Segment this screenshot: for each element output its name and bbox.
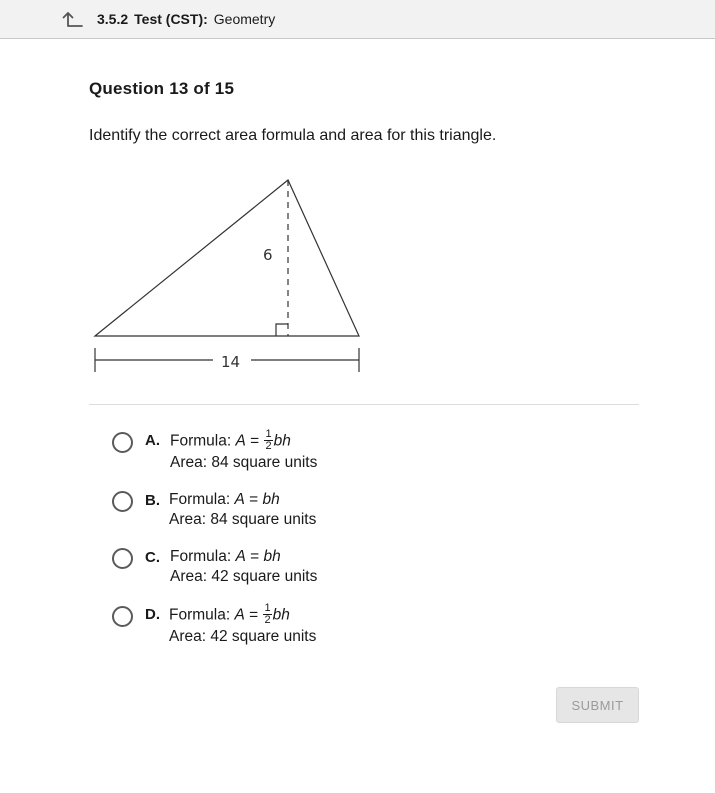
option-letter: A. bbox=[145, 432, 160, 449]
option-area: Area: 42 square units bbox=[170, 568, 318, 585]
one-half-fraction: $\frac{1}{2}$ bbox=[264, 602, 271, 626]
radio-button[interactable] bbox=[112, 491, 133, 512]
lesson-code: 3.5.2 bbox=[97, 11, 129, 27]
submit-button[interactable]: SUBMIT bbox=[556, 687, 639, 723]
question-number: Question 13 of 15 bbox=[89, 79, 235, 98]
subject-name: Geometry bbox=[213, 11, 276, 27]
right-angle-marker bbox=[276, 324, 288, 336]
option-letter: D. bbox=[145, 606, 160, 623]
option-letter: B. bbox=[145, 492, 160, 509]
option-area: Area: 84 square units bbox=[170, 454, 318, 471]
option-formula: Formula: A = bh bbox=[170, 548, 281, 565]
option-formula: Formula: A = $\frac{1}{2}$ bh bbox=[170, 428, 291, 452]
base-label: 14 bbox=[221, 353, 241, 371]
option-letter: C. bbox=[145, 549, 160, 566]
divider bbox=[89, 404, 639, 405]
radio-button[interactable] bbox=[112, 432, 133, 453]
triangle bbox=[95, 180, 359, 336]
test-type: Test (CST): bbox=[134, 11, 208, 27]
height-label: 6 bbox=[263, 246, 273, 264]
radio-button[interactable] bbox=[112, 606, 133, 627]
radio-button[interactable] bbox=[112, 548, 133, 569]
one-half-fraction: $\frac{1}{2}$ bbox=[265, 428, 272, 452]
option-formula: Formula: A = bh bbox=[169, 491, 280, 508]
question-prompt: Identify the correct area formula and area for this triangle. bbox=[89, 127, 497, 144]
option-formula: Formula: A = $\frac{1}{2}$ bh bbox=[169, 602, 290, 626]
option-area: Area: 42 square units bbox=[169, 628, 317, 645]
option-area: Area: 84 square units bbox=[169, 511, 317, 528]
